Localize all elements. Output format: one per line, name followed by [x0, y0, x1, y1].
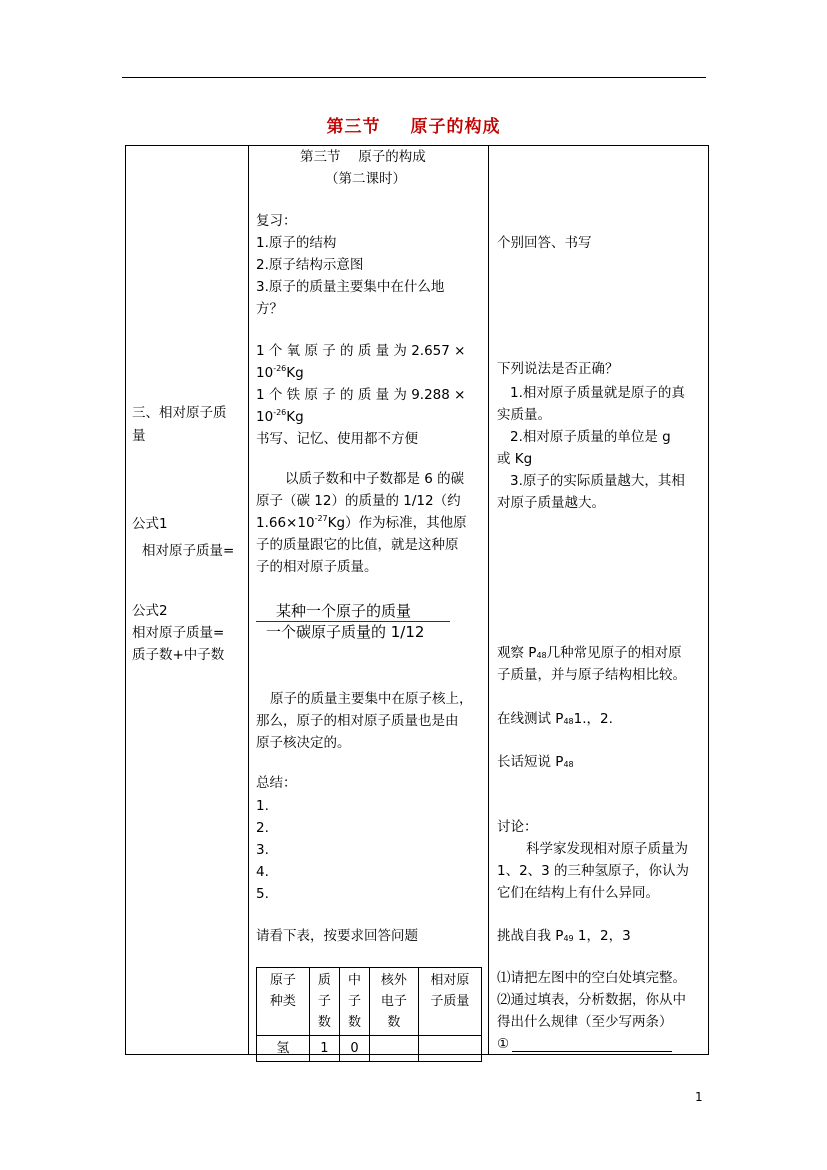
observe-line: 观察 $P_{48}$几种常见原子的相对原 [497, 645, 682, 661]
table-header-protons: 质 子 数 [309, 968, 339, 1036]
summary-item: 4. [256, 864, 269, 880]
task-item: 得出什么规律（至少写两条） [497, 1014, 673, 1030]
table-row [257, 1036, 482, 1062]
challenge-line: 挑战自我 $P_{49}$ 1，2，3 [497, 928, 631, 944]
summary-item: 5. [256, 886, 269, 902]
observe-line: 子质量，并与原子结构相比较。 [497, 667, 686, 683]
mass-statement: 原子的质量主要集中在原子核上， [270, 691, 473, 707]
table-header-neutrons: 中 子 数 [339, 968, 369, 1036]
definition-line: 以质子数和中子数都是 6 的碳 [285, 471, 465, 487]
discussion-line: 科学家发现相对原子质量为 [526, 841, 688, 857]
iron-mass-line2: $10^{-26}Kg$ [256, 408, 304, 425]
short-summary: 长话短说 $P_{48}$ [497, 754, 574, 770]
online-test: 在线测试 $P_{48}1$.，2. [497, 711, 613, 727]
lesson-header: 第三节 原子的构成 [300, 149, 426, 165]
question-item: 3.原子的实际质量越大，其相 [510, 473, 685, 489]
header-rule [122, 77, 706, 78]
formula1-label: 公式1 [132, 516, 168, 532]
formula2-label: 公式2 [132, 603, 168, 619]
question-item: 2.相对原子质量的单位是 g [510, 429, 671, 445]
table-header-electrons: 核外 电子 数 [370, 968, 419, 1036]
formula2-line1: 相对原子质量= [132, 625, 225, 641]
question-title: 下列说法是否正确？ [497, 361, 619, 377]
definition-line: $1.66\times 10^{-27}Kg$）作为标准，其他原 [256, 514, 467, 531]
question-item: 或 Kg [497, 451, 533, 467]
review-item: 方？ [256, 301, 283, 317]
answer-blank-line[interactable] [512, 1051, 672, 1052]
table-cell [370, 1036, 419, 1062]
mass-statement: 原子核决定的。 [256, 735, 351, 751]
table-header-relative-mass: 相对原 子质量 [418, 968, 481, 1036]
mass-statement: 那么，原子的相对原子质量也是由 [256, 713, 459, 729]
answer-note: 个别回答、书写 [497, 235, 592, 251]
table-cell: 0 [339, 1036, 369, 1062]
question-item: 对原子质量越大。 [497, 495, 605, 511]
discussion-title: 讨论： [497, 819, 538, 835]
question-item: 实质量。 [497, 407, 551, 423]
definition-line: 原子（碳 12）的质量的 1/12（约 [256, 493, 461, 509]
summary-item: 1. [256, 798, 269, 814]
fraction-numerator: 某种一个原子的质量 [276, 602, 412, 620]
inconvenience-note: 书写、记忆、使用都不方便 [256, 431, 418, 447]
lesson-subheader: （第二课时） [325, 171, 406, 187]
definition-line: 子的质量跟它的比值，就是这种原 [256, 537, 459, 553]
review-title: 复习： [256, 213, 297, 229]
task-item: ⑵通过填表，分析数据，你从中 [497, 992, 686, 1008]
formula2-line2: 质子数+中子数 [132, 647, 225, 663]
task-item: ① [497, 1036, 510, 1052]
formula1-text: 相对原子质量= [142, 543, 235, 559]
table-header-atom-type: 原子 种类 [257, 968, 310, 1036]
table-cell: 1 [309, 1036, 339, 1062]
table-cell [418, 1036, 481, 1062]
definition-line: 子的相对原子质量。 [256, 559, 378, 575]
summary-title: 总结： [256, 775, 297, 791]
iron-mass-line1: 1 个 铁 原 子 的 质 量 为 9.288 × [256, 387, 466, 403]
oxygen-mass-line1: 1 个 氧 原 子 的 质 量 为 2.657 × [256, 343, 466, 359]
discussion-line: 它们在结构上有什么异同。 [497, 885, 659, 901]
title-part-2: 原子的构成 [410, 117, 501, 137]
atom-data-table [256, 967, 482, 1062]
column-divider-1 [248, 145, 249, 1055]
review-item: 2.原子结构示意图 [256, 257, 364, 273]
review-item: 1.原子的结构 [256, 235, 337, 251]
question-item: 1.相对原子质量就是原子的真 [510, 385, 685, 401]
summary-item: 2. [256, 820, 269, 836]
table-cell: 氢 [257, 1036, 310, 1062]
section-heading: 三、相对原子质 [132, 405, 227, 421]
task-item: ⑴请把左图中的空白处填完整。 [497, 970, 686, 986]
fraction-denominator: 一个碳原子质量的 1/12 [266, 623, 425, 641]
page-title [0, 112, 827, 137]
column-divider-2 [488, 145, 489, 1055]
table-prompt: 请看下表，按要求回答问题 [256, 928, 418, 944]
title-part-1: 第三节 [326, 117, 381, 137]
section-heading-cont: 量 [132, 428, 146, 444]
page-number: 1 [695, 1090, 703, 1104]
summary-item: 3. [256, 842, 269, 858]
discussion-line: 1、2、3 的三种氢原子，你认为 [497, 863, 690, 879]
oxygen-mass-line2: $10^{-26}Kg$ [256, 364, 304, 381]
review-item: 3.原子的质量主要集中在什么地 [256, 279, 445, 295]
